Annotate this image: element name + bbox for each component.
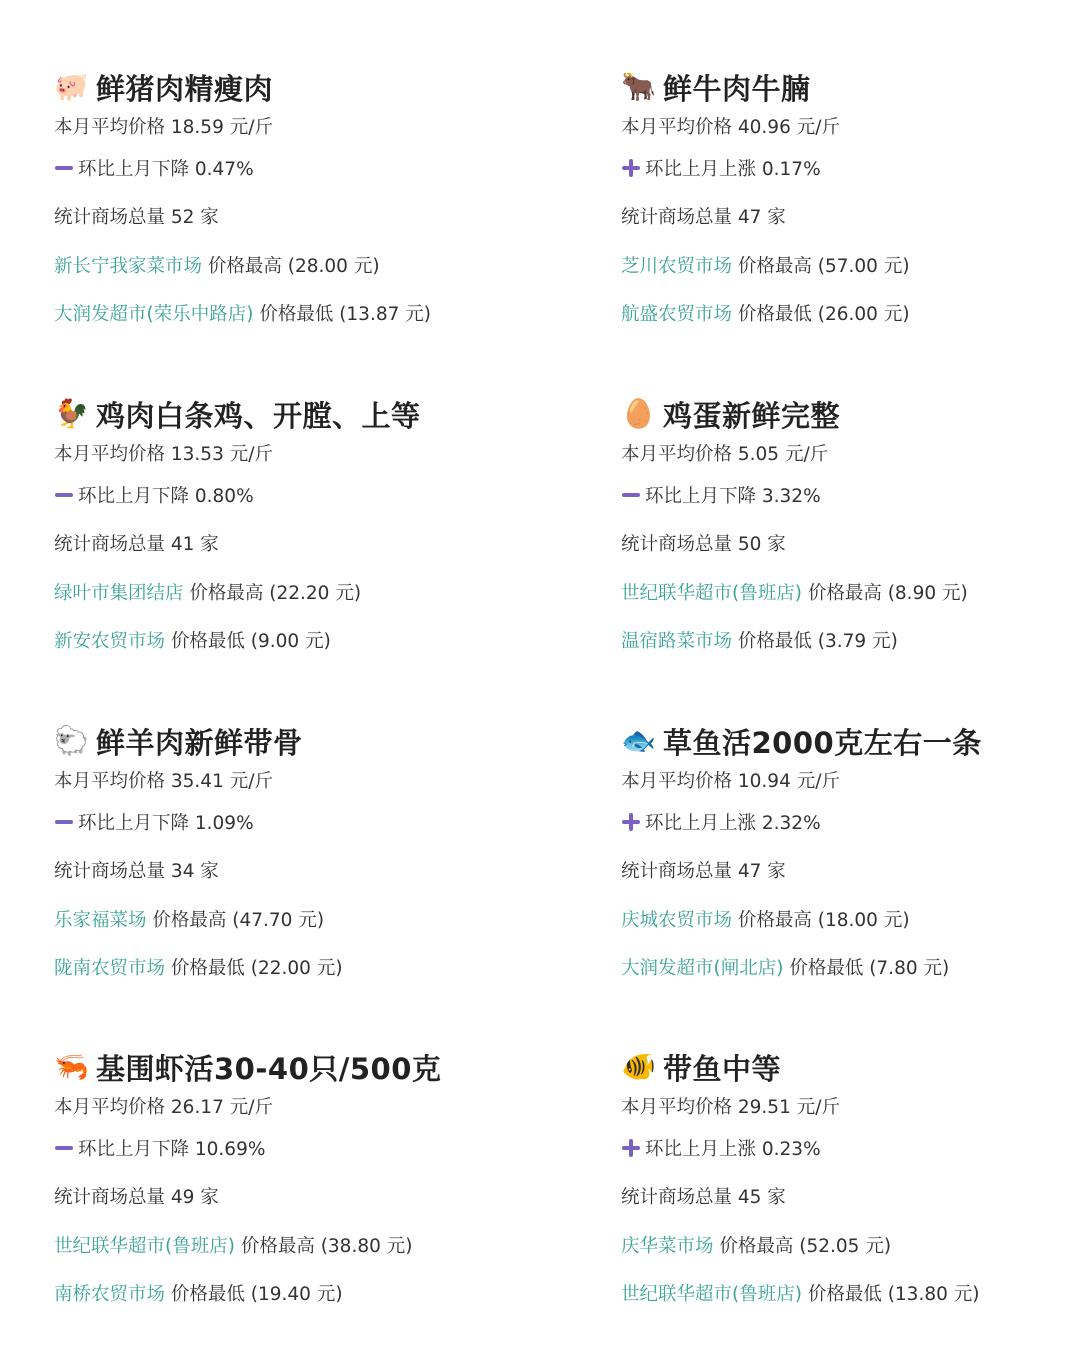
average-price: 本月平均价格 13.53 元/斤 xyxy=(54,444,273,465)
rooster-icon: 🐓 xyxy=(54,397,90,430)
market-count: 统计商场总量 52 家 xyxy=(54,207,219,229)
change-text: 环比上月下降 1.09% xyxy=(78,813,254,834)
lowest-price-text: 价格最低 (19.40 元) xyxy=(165,1284,343,1306)
product-name: 鲜猪肉精瘦肉 xyxy=(96,71,274,106)
market-count: 统计商场总量 50 家 xyxy=(621,534,786,556)
lowest-price-store-link[interactable]: 陇南农贸市场 xyxy=(54,958,166,980)
month-change xyxy=(621,800,1080,848)
lowest-price xyxy=(54,1271,534,1319)
average-price: 本月平均价格 10.94 元/斤 xyxy=(621,771,840,792)
decrease-icon xyxy=(54,485,74,505)
increase-icon xyxy=(621,812,641,832)
change-text: 环比上月下降 3.32% xyxy=(645,486,821,507)
change-text: 环比上月上涨 0.23% xyxy=(645,1139,821,1160)
highest-price-store-link[interactable]: 庆城农贸市场 xyxy=(621,909,733,931)
lowest-price xyxy=(54,291,534,339)
price-card-chicken xyxy=(54,391,534,667)
card-title xyxy=(621,1044,1080,1090)
market-count: 统计商场总量 45 家 xyxy=(621,1187,786,1209)
highest-price-text: 价格最高 (28.00 元) xyxy=(202,255,380,277)
lowest-price-store-link[interactable]: 航盛农贸市场 xyxy=(621,304,733,326)
price-card-pork xyxy=(54,64,534,340)
market-count: 统计商场总量 41 家 xyxy=(54,534,219,556)
average-price: 本月平均价格 5.05 元/斤 xyxy=(621,444,829,465)
product-name: 鲜牛肉牛腩 xyxy=(663,71,811,106)
highest-price-text: 价格最高 (38.80 元) xyxy=(234,1235,413,1257)
lowest-price-store-link[interactable]: 世纪联华超市(鲁班店) xyxy=(621,1284,802,1306)
highest-price-text: 价格最高 (8.90 元) xyxy=(801,582,968,604)
highest-price xyxy=(621,570,1080,618)
market-count: 统计商场总量 47 家 xyxy=(621,861,786,883)
lowest-price xyxy=(621,1271,1080,1319)
price-card-hairtail xyxy=(621,1044,1080,1320)
highest-price-store-link[interactable]: 世纪联华超市(鲁班店) xyxy=(54,1235,235,1257)
highest-price xyxy=(621,897,1080,945)
card-title xyxy=(54,64,534,110)
decrease-icon xyxy=(54,158,74,178)
month-change xyxy=(54,146,534,194)
lowest-price-text: 价格最低 (3.79 元) xyxy=(732,631,898,653)
highest-price-text: 价格最高 (57.00 元) xyxy=(732,255,910,277)
month-change xyxy=(621,146,1080,194)
lowest-price-text: 价格最低 (13.80 元) xyxy=(801,1284,980,1306)
product-name: 带鱼中等 xyxy=(663,1051,782,1086)
decrease-icon xyxy=(54,812,74,832)
highest-price xyxy=(54,570,534,618)
price-card-mutton xyxy=(54,718,534,994)
average-price: 本月平均价格 26.17 元/斤 xyxy=(54,1097,273,1118)
change-text: 环比上月上涨 2.32% xyxy=(645,813,821,834)
fish-icon: 🐟 xyxy=(621,724,657,757)
lowest-price xyxy=(621,945,1080,993)
card-title xyxy=(621,64,1080,110)
lowest-price xyxy=(54,618,534,666)
card-title xyxy=(621,718,1080,764)
market-count: 统计商场总量 47 家 xyxy=(621,207,786,229)
increase-icon xyxy=(621,1138,641,1158)
product-name: 草鱼活2000克左右一条 xyxy=(663,725,982,760)
average-price: 本月平均价格 40.96 元/斤 xyxy=(621,117,840,138)
highest-price xyxy=(621,1223,1080,1271)
highest-price-store-link[interactable]: 乐家福菜场 xyxy=(54,909,147,931)
lowest-price xyxy=(621,291,1080,339)
lowest-price xyxy=(621,618,1080,666)
product-name: 鲜羊肉新鲜带骨 xyxy=(96,725,303,760)
month-change xyxy=(621,1126,1080,1174)
price-card-egg xyxy=(621,391,1080,667)
pig-icon: 🐖 xyxy=(54,70,90,103)
lowest-price-text: 价格最低 (26.00 元) xyxy=(732,304,910,326)
card-title xyxy=(621,391,1080,437)
highest-price-text: 价格最高 (18.00 元) xyxy=(732,909,910,931)
lowest-price-text: 价格最低 (7.80 元) xyxy=(783,958,950,980)
egg-icon: 🥚 xyxy=(621,397,657,430)
average-price: 本月平均价格 18.59 元/斤 xyxy=(54,117,273,138)
month-change xyxy=(621,473,1080,521)
lowest-price xyxy=(54,945,534,993)
product-name: 鸡肉白条鸡、开膛、上等 xyxy=(96,398,421,433)
change-text: 环比上月上涨 0.17% xyxy=(645,159,821,180)
market-count: 统计商场总量 49 家 xyxy=(54,1187,219,1209)
lowest-price-store-link[interactable]: 新安农贸市场 xyxy=(54,631,166,653)
highest-price-store-link[interactable]: 芝川农贸市场 xyxy=(621,255,733,277)
highest-price-text: 价格最高 (52.05 元) xyxy=(713,1235,892,1257)
highest-price-text: 价格最高 (22.20 元) xyxy=(183,582,362,604)
product-name: 鸡蛋新鲜完整 xyxy=(663,398,841,433)
lowest-price-store-link[interactable]: 大润发超市(荣乐中路店) xyxy=(54,304,254,326)
lowest-price-text: 价格最低 (9.00 元) xyxy=(165,631,331,653)
month-change xyxy=(54,473,534,521)
lowest-price-text: 价格最低 (22.00 元) xyxy=(165,958,343,980)
highest-price-store-link[interactable]: 绿叶市集团结店 xyxy=(54,582,184,604)
lowest-price-store-link[interactable]: 大润发超市(闸北店) xyxy=(621,958,784,980)
highest-price-store-link[interactable]: 新长宁我家菜市场 xyxy=(54,255,203,277)
increase-icon xyxy=(621,158,641,178)
highest-price xyxy=(54,243,534,291)
price-card-beef xyxy=(621,64,1080,340)
card-title xyxy=(54,391,534,437)
average-price: 本月平均价格 35.41 元/斤 xyxy=(54,771,273,792)
lowest-price-text: 价格最低 (13.87 元) xyxy=(253,304,431,326)
change-text: 环比上月下降 0.47% xyxy=(78,159,254,180)
highest-price xyxy=(621,243,1080,291)
average-price: 本月平均价格 29.51 元/斤 xyxy=(621,1097,840,1118)
highest-price-store-link[interactable]: 庆华菜市场 xyxy=(621,1235,714,1257)
decrease-icon xyxy=(621,485,641,505)
product-name: 基围虾活30-40只/500克 xyxy=(96,1051,442,1086)
market-count: 统计商场总量 34 家 xyxy=(54,861,219,883)
sheep-icon: 🐑 xyxy=(54,724,90,757)
month-change xyxy=(54,800,534,848)
lowest-price-store-link[interactable]: 温宿路菜市场 xyxy=(621,631,733,653)
lowest-price-store-link[interactable]: 南桥农贸市场 xyxy=(54,1284,166,1306)
highest-price xyxy=(54,897,534,945)
shrimp-icon: 🦐 xyxy=(54,1050,90,1083)
change-text: 环比上月下降 0.80% xyxy=(78,486,254,507)
card-title xyxy=(54,1044,534,1090)
highest-price xyxy=(54,1223,534,1271)
change-text: 环比上月下降 10.69% xyxy=(78,1139,266,1160)
ox-icon: 🐂 xyxy=(621,70,657,103)
highest-price-text: 价格最高 (47.70 元) xyxy=(146,909,325,931)
tropical-fish-icon: 🐠 xyxy=(621,1050,657,1083)
highest-price-store-link[interactable]: 世纪联华超市(鲁班店) xyxy=(621,582,802,604)
card-title xyxy=(54,718,534,764)
month-change xyxy=(54,1126,534,1174)
price-card-grass-carp xyxy=(621,718,1080,994)
price-card-shrimp xyxy=(54,1044,534,1320)
decrease-icon xyxy=(54,1138,74,1158)
